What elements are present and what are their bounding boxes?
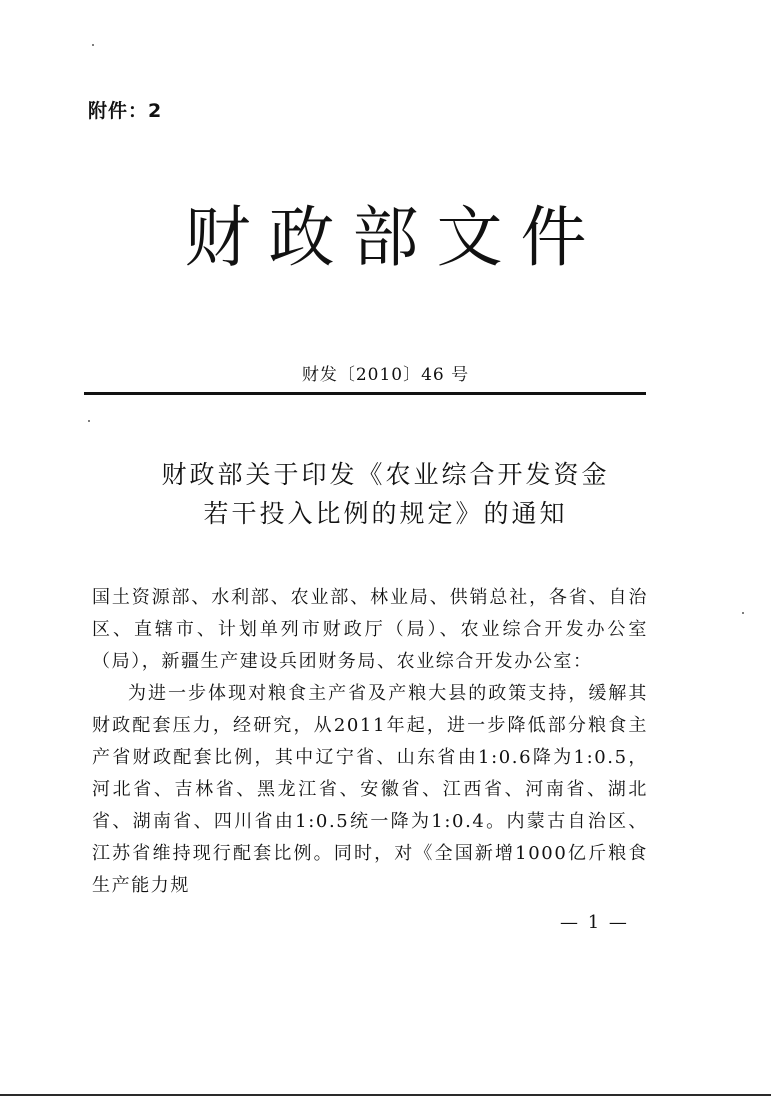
scan-speck: [742, 612, 744, 614]
addressees: 国土资源部、水利部、农业部、林业局、供销总社，各省、自治区、直辖市、计划单列市财政厅（局）、农业综合开发办公室（局），新疆生产建设兵团财务局、农业综合开发办公室：: [92, 587, 648, 672]
scan-speck: [92, 44, 94, 46]
header-divider: [84, 392, 646, 395]
document-number: 财发〔2010〕46 号: [301, 365, 470, 385]
body-paragraph: 为进一步体现对粮食主产省及产粮大县的政策支持，缓解其财政配套压力，经研究，从2011年起，进一步降低部分粮食主产省财政配套比例，其中辽宁省、山东省由1:0.6降为1:0.5，河北省、吉林省、黑龙江省、安徽省、江西省、河南省、湖北省、湖南省、四川省由1:0.5统一降为1:0.4。内蒙古自治区、江苏省维持现行配套比例。同时，对《全国新增1000亿斤粮食生产能力规: [92, 683, 648, 896]
notice-title: [0, 455, 771, 533]
attachment-label: 附件：2: [88, 100, 163, 122]
notice-title-line-1: 财政部关于印发《农业综合开发资金: [161, 460, 610, 489]
scan-edge-line: [0, 1094, 771, 1096]
scan-speck: [88, 420, 90, 422]
document-masthead: 财政部文件: [184, 199, 605, 276]
notice-body: [92, 582, 648, 902]
page-number: — 1 —: [560, 912, 629, 933]
notice-title-line-2: 若干投入比例的规定》的通知: [203, 499, 568, 528]
